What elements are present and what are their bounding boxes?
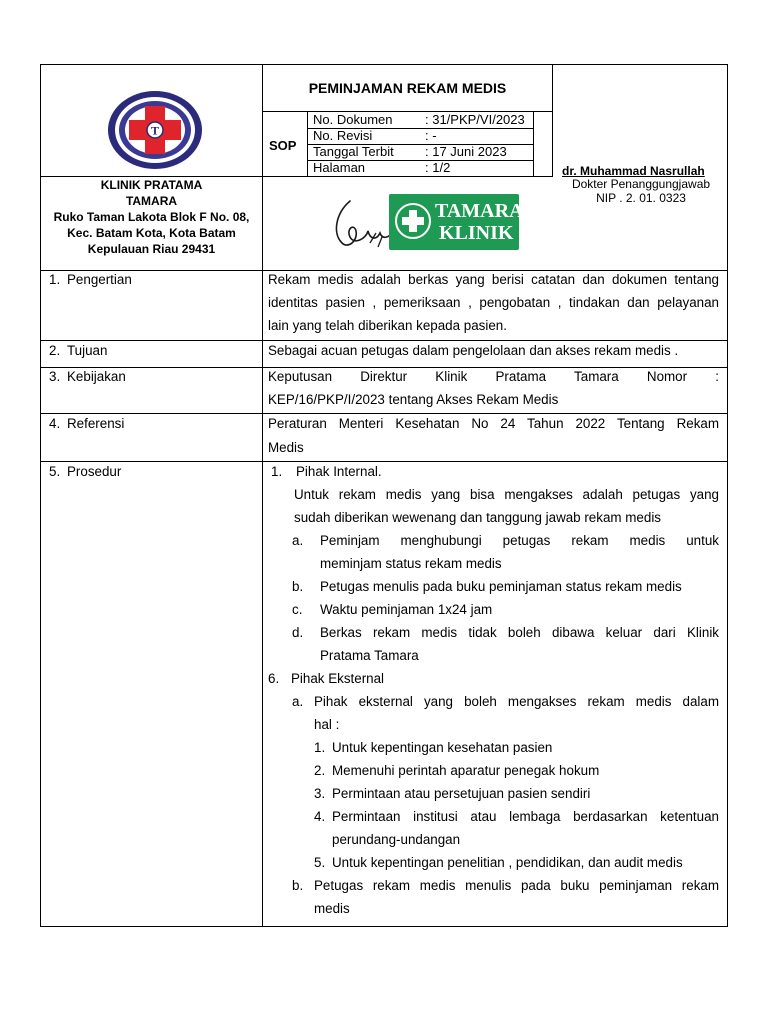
tujuan-text: Sebagai acuan petugas dalam pengelolaan dan akses rekam medis . <box>268 343 679 358</box>
external-item-a-line: Pihak eksternal yang boleh mengakses rekam medis dalam <box>314 694 719 709</box>
section-num-tujuan: 2. <box>49 343 61 358</box>
internal-item-a-line: meminjam status rekam medis <box>320 556 502 571</box>
section-num-pengertian: 1. <box>49 272 61 287</box>
pengertian-line: Rekam medis adalah berkas yang berisi catatan dan dokumen tentang <box>268 272 719 287</box>
clinic-address-line1: Ruko Taman Lakota Blok F No. 08, <box>53 210 250 224</box>
kebijakan-line: KEP/16/PKP/I/2023 tentang Akses Rekam Medis <box>268 392 559 407</box>
signer-name: dr. Muhammad Nasrullah <box>562 164 705 178</box>
sop-label: SOP <box>269 138 297 153</box>
section-label-referensi: Referensi <box>67 416 125 431</box>
section-label-tujuan: Tujuan <box>67 343 108 358</box>
internal-item-a-line: Peminjam menghubungi petugas rekam medis untuk <box>320 533 719 548</box>
kebijakan-line: Keputusan Direktur Klinik Pratama Tamara Nomor : <box>268 369 719 384</box>
external-sub-line: Permintaan institusi atau lembaga berdasarkan ketentuan <box>332 809 719 824</box>
svg-text:T: T <box>150 123 160 138</box>
meta-label-no-dokumen: No. Dokumen <box>313 112 393 127</box>
external-title: Pihak Eksternal <box>291 671 385 686</box>
internal-item-b-marker: b. <box>292 579 304 594</box>
meta-value-halaman: : 1/2 <box>425 160 451 175</box>
meta-label-no-revisi: No. Revisi <box>313 128 373 143</box>
external-item-b-marker: b. <box>292 878 304 893</box>
meta-label-tanggal-terbit: Tanggal Terbit <box>313 144 394 159</box>
external-sub-line: Untuk kepentingan penelitian , pendidikan, dan audit medis <box>332 855 683 870</box>
internal-item-b-line: Petugas menulis pada buku peminjaman status rekam medis <box>320 579 682 594</box>
internal-num: 1. <box>271 464 283 479</box>
section-num-prosedur: 5. <box>49 464 61 479</box>
external-item-a-line: hal : <box>314 717 340 732</box>
referensi-line: Medis <box>268 440 304 455</box>
external-sub-line: Untuk kepentingan kesehatan pasien <box>332 740 553 755</box>
clinic-address-line2: Kec. Batam Kota, Kota Batam <box>67 226 236 240</box>
external-item-b-line: Petugas rekam medis menulis pada buku peminjaman rekam <box>314 878 719 893</box>
external-item-a-marker: a. <box>292 694 304 709</box>
internal-item-d-line: Berkas rekam medis tidak boleh dibawa keluar dari Klinik <box>320 625 719 640</box>
document-title: PEMINJAMAN REKAM MEDIS <box>308 80 507 96</box>
stamp-line2: KLINIK <box>439 222 514 244</box>
internal-item-d-line: Pratama Tamara <box>320 648 419 663</box>
stamp-line1: TAMARA <box>435 200 524 222</box>
section-num-kebijakan: 3. <box>49 369 61 384</box>
pengertian-line: lain yang telah diberikan kepada pasien. <box>268 318 507 333</box>
meta-value-no-dokumen: : 31/PKP/VI/2023 <box>425 112 525 127</box>
section-label-prosedur: Prosedur <box>67 464 122 479</box>
section-label-pengertian: Pengertian <box>67 272 132 287</box>
section-label-kebijakan: Kebijakan <box>67 369 126 384</box>
stamp-cross-icon <box>395 203 431 239</box>
external-sub-line: Memenuhi perintah aparatur penegak hokum <box>332 763 600 778</box>
internal-item-c-marker: c. <box>292 602 303 617</box>
meta-label-halaman: Halaman <box>313 160 366 175</box>
referensi-line: Peraturan Menteri Kesehatan No 24 Tahun 2022 Tentang Rekam <box>268 416 719 431</box>
internal-intro-line: Untuk rekam medis yang bisa mengakses adalah petugas yang <box>294 487 719 502</box>
external-item-b-line: medis <box>314 901 350 916</box>
section-num-referensi: 4. <box>49 416 61 431</box>
external-sub-marker: 2. <box>314 763 326 778</box>
internal-item-c-line: Waktu peminjaman 1x24 jam <box>320 602 493 617</box>
clinic-address-line3: Kepulauan Riau 29431 <box>87 242 216 256</box>
pengertian-line: identitas pasien , pemeriksaan , pengobatan , tindakan dan pelayanan <box>268 295 719 310</box>
clinic-name-line1: KLINIK PRATAMA <box>100 178 203 192</box>
external-sub-marker: 3. <box>314 786 326 801</box>
external-sub-line: Permintaan atau persetujuan pasien sendiri <box>332 786 591 801</box>
meta-value-tanggal-terbit: : 17 Juni 2023 <box>425 144 507 159</box>
external-num: 6. <box>268 671 280 686</box>
signer-nip: NIP . 2. 01. 0323 <box>596 191 686 205</box>
clinic-logo <box>106 89 204 171</box>
internal-item-d-marker: d. <box>292 625 304 640</box>
external-sub-line: perundang-undangan <box>332 832 461 847</box>
internal-title: Pihak Internal. <box>296 464 382 479</box>
signer-position: Dokter Penanggungjawab <box>571 177 711 191</box>
external-sub-marker: 1. <box>314 740 326 755</box>
internal-intro-line: sudah diberikan wewenang dan tanggung jawab rekam medis <box>294 510 661 525</box>
internal-item-a-marker: a. <box>292 533 304 548</box>
clinic-stamp <box>389 194 524 250</box>
external-sub-marker: 4. <box>314 809 326 824</box>
meta-value-no-revisi: : - <box>425 128 437 143</box>
external-sub-marker: 5. <box>314 855 326 870</box>
clinic-name-line2: TAMARA <box>125 194 178 208</box>
